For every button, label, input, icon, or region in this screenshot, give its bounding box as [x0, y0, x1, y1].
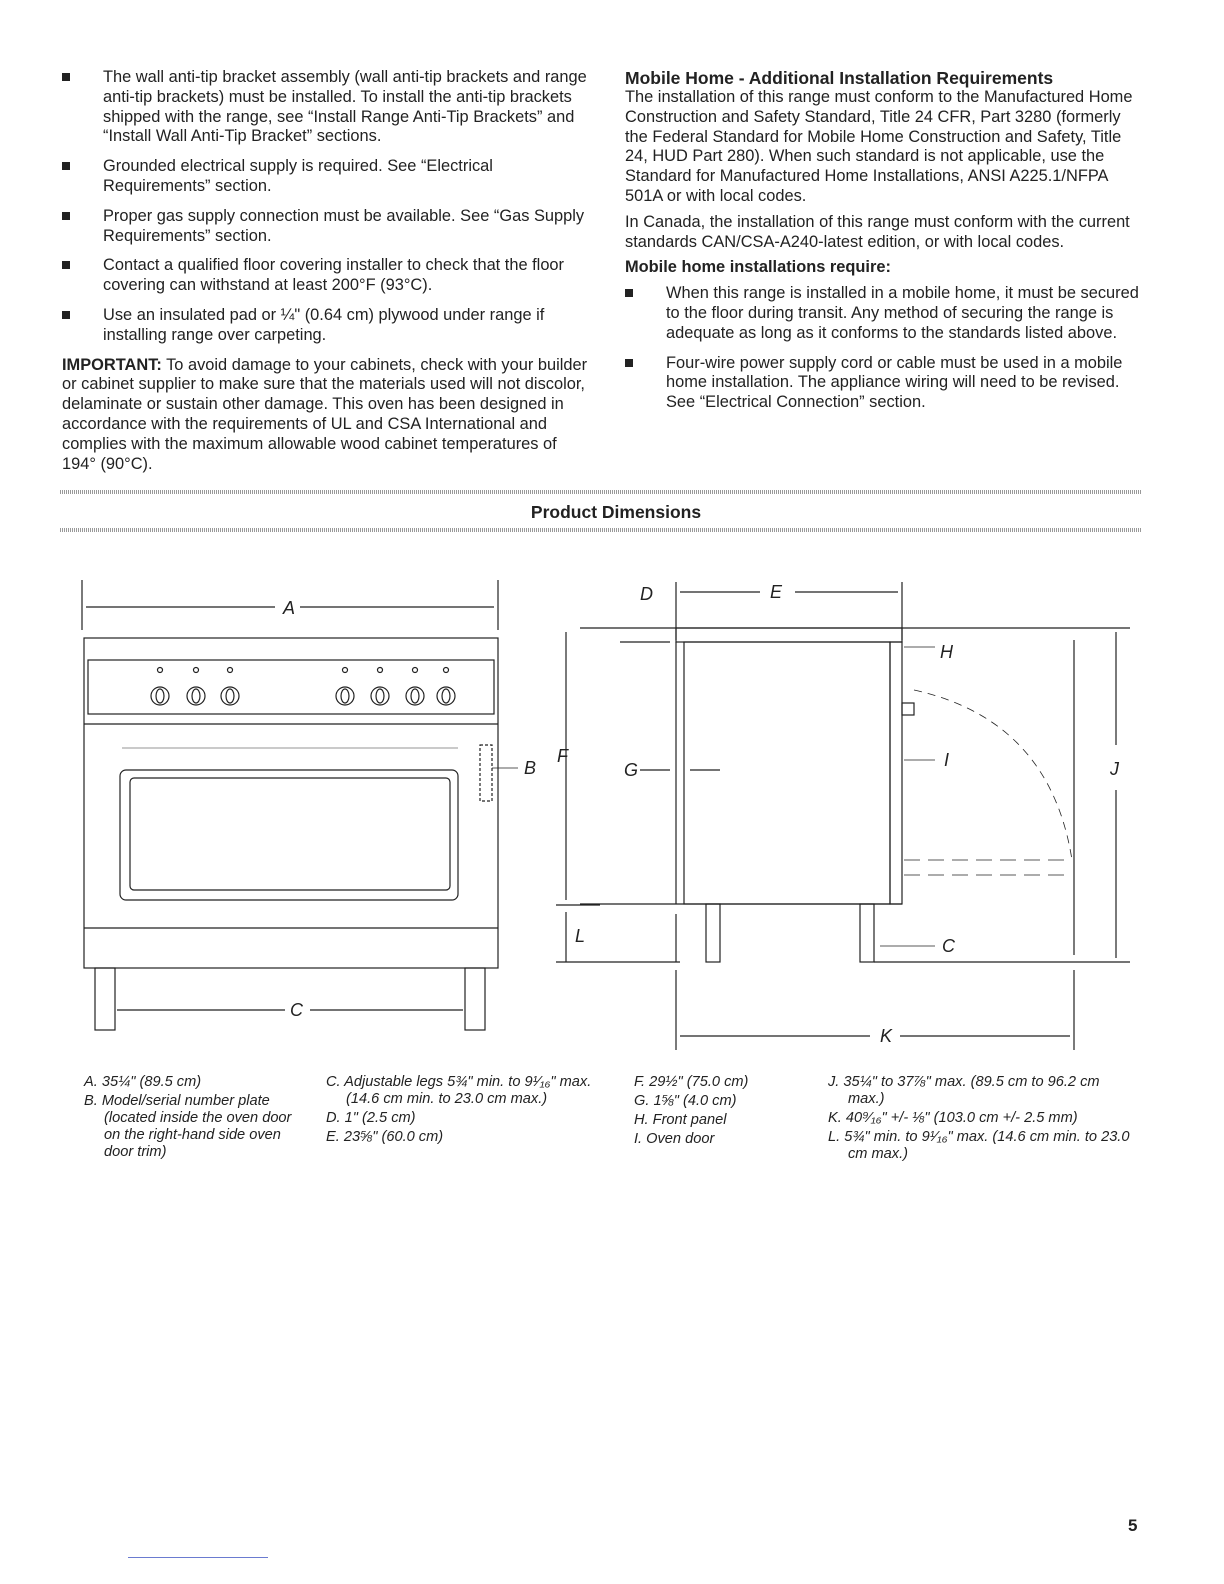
caption-item: E. 23⅝" (60.0 cm): [326, 1129, 444, 1145]
bullet-item: Four-wire power supply cord or cable must be used in a mobile home installation. The appliance wiring will need to be revised. See “Electrical Connection” section.: [625, 354, 1145, 413]
label-g: G: [624, 760, 639, 780]
caption-item: L. 5¾" min. to 9¹⁄₁₆" max. (14.6 cm min. to 23.0 cm max.): [828, 1129, 1130, 1162]
control-knob: [336, 668, 354, 706]
footer-line: [128, 1557, 268, 1558]
caption-item: K. 40⁹⁄₁₆" +/- ⅛" (103.0 cm +/- 2.5 mm): [828, 1110, 1078, 1126]
label-d: D: [640, 584, 653, 604]
range-front-view: [82, 580, 680, 1030]
label-h: H: [940, 642, 953, 662]
label-e: E: [770, 582, 783, 602]
control-knob: [187, 668, 205, 706]
caption-item: C. Adjustable legs 5¾" min. to 9¹⁄₁₆" max. (14.6 cm min. to 23.0 cm max.): [326, 1074, 592, 1107]
mobile-subheading: Mobile home installations require:: [625, 258, 891, 277]
mobile-heading: Mobile Home - Additional Installation Requirements: [625, 68, 1054, 88]
caption-item: G. 1⅝" (4.0 cm): [634, 1093, 737, 1109]
caption-item: J. 35¼" to 37⅞" max. (89.5 cm to 96.2 cm max.): [828, 1074, 1100, 1107]
label-i: I: [944, 750, 950, 770]
bullet-item: When this range is installed in a mobile home, it must be secured to the floor during transit. Any method of securing the range is adequate as long as it conforms to the standards listed above.: [625, 284, 1145, 343]
caption-item: B. Model/serial number plate (located inside the oven door on the right-hand side oven door trim): [84, 1093, 292, 1160]
label-c-side: C: [942, 936, 955, 956]
label-a: A: [283, 598, 296, 618]
label-f: F: [557, 746, 568, 766]
label-l: L: [575, 926, 586, 946]
bullet-item: The wall anti-tip bracket assembly (wall anti-tip brackets and range anti-tip brackets) must be installed. To install the anti-tip brackets shipped with the range, see “Install Range Anti-Tip Brackets” and “Install Wall Anti-Tip Bracket” sections.: [62, 68, 592, 147]
caption-col-1: [84, 1074, 309, 1163]
control-knob: [221, 668, 239, 706]
mobile-paragraph-2: In Canada, the installation of this range must conform with the current standards CAN/CSA-A240-latest edition, or with local codes.: [625, 212, 1130, 251]
bullet-item: Contact a qualified floor covering installer to check that the floor covering can withstand at least 200°F (93°C).: [62, 256, 592, 296]
caption-item: I. Oven door: [634, 1131, 715, 1147]
control-knob: [151, 668, 169, 706]
label-b: B: [524, 758, 537, 778]
bullet-item: Use an insulated pad or ¼" (0.64 cm) plywood under range if installing range over carpeting.: [62, 306, 592, 346]
caption-col-2: [326, 1074, 616, 1148]
control-knob: [406, 668, 424, 706]
mobile-paragraph-1: The installation of this range must conform to the Manufactured Home Construction and Safety Standard, Title 24 CFR, Part 3280 (formerly the Federal Standard for Mobile Home Construction and Safety, Title 24, HUD Part 280). When such standard is not applicable, use the Standard for Manufactured Home Installations, ANSI A225.1/NFPA 501A or with local codes.: [625, 88, 1133, 205]
control-knob: [371, 668, 389, 706]
caption-item: H. Front panel: [634, 1112, 727, 1128]
caption-col-3: [634, 1074, 804, 1150]
section-title: Product Dimensions: [530, 502, 702, 522]
label-k: K: [880, 1026, 893, 1046]
caption-item: A. 35¼" (89.5 cm): [84, 1074, 202, 1090]
page-number: 5: [1128, 1516, 1138, 1535]
caption-col-4: [828, 1074, 1138, 1165]
label-j: J: [1110, 759, 1119, 779]
caption-item: D. 1" (2.5 cm): [326, 1110, 416, 1126]
important-note: IMPORTANT: To avoid damage to your cabinets, check with your builder or cabinet supplier to make sure that the materials used will not discolor, delaminate or sustain other damage. This oven has been designed in accordance with the requirements of UL and CSA International and complies with the maximum allowable wood cabinet temperatures of 194° (90°C).: [62, 355, 588, 473]
bullet-item: Proper gas supply connection must be available. See “Gas Supply Requirements” section.: [62, 207, 592, 247]
bullet-item: Grounded electrical supply is required. See “Electrical Requirements” section.: [62, 157, 592, 197]
label-c-front: C: [290, 1000, 303, 1020]
caption-item: F. 29½" (75.0 cm): [634, 1074, 749, 1090]
control-knob: [437, 668, 455, 706]
range-side-view: [580, 582, 1130, 1050]
